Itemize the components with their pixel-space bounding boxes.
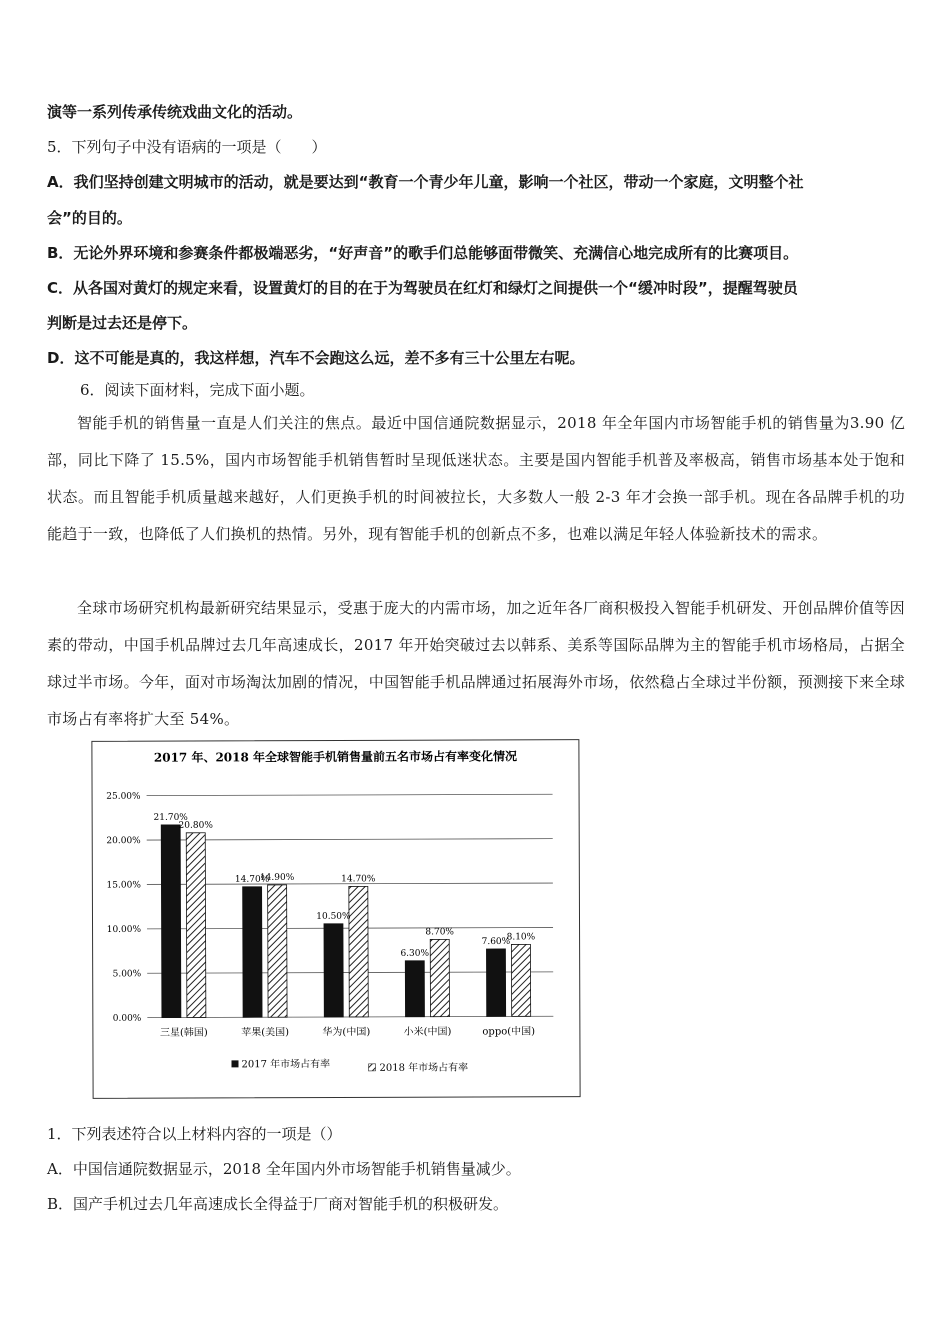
- legend-swatch-2018: [369, 1064, 376, 1071]
- question-5-option-a-line2: 会”的目的。: [47, 209, 132, 227]
- question-5-option-c-line1: C．从各国对黄灯的规定来看，设置黄灯的目的在于为驾驶员在红灯和绿灯之间提供一个“缓冲时段”，提醒驾驶员: [47, 279, 798, 297]
- data-label-2018: 8.70%: [425, 927, 455, 938]
- y-tick-label: 0.00%: [112, 1013, 142, 1024]
- data-label-2017: 21.70%: [153, 812, 188, 823]
- continued-text-line: 演等一系列传承传统戏曲文化的活动。: [47, 103, 303, 121]
- data-label-2018: 8.10%: [506, 932, 536, 943]
- bar-2018: [186, 833, 206, 1018]
- question-5-option-b: B．无论外界环境和参赛条件都极端恶劣，“好声音”的歌手们总能够面带微笑、充满信心地完成所有的比赛项目。: [47, 244, 799, 262]
- gridline: [147, 794, 553, 795]
- data-label-2017: 10.50%: [316, 911, 351, 922]
- x-category-label: 小米(中国): [403, 1026, 452, 1038]
- data-label-2017: 6.30%: [400, 948, 430, 959]
- bar-2017: [243, 887, 262, 1018]
- x-category-label: 华为(中国): [322, 1026, 371, 1039]
- data-label-2017: 7.60%: [481, 936, 511, 948]
- question-1-option-b: B．国产手机过去几年高速成长全得益于厂商对智能手机的积极研发。: [47, 1195, 509, 1213]
- bar-2017: [324, 924, 343, 1017]
- y-tick-label: 10.00%: [106, 924, 142, 936]
- bar-2017: [486, 949, 505, 1017]
- data-label-2017: 14.70%: [234, 874, 270, 885]
- legend-label-2018: 2018 年市场占有率: [379, 1062, 469, 1074]
- bar-2017: [405, 961, 424, 1017]
- bar-2018: [430, 939, 449, 1016]
- question-5-option-d: D．这不可能是真的，我这样想，汽车不会跑这么远，差不多有三十公里左右呢。: [47, 349, 585, 367]
- reading-paragraph-2: 全球市场研究机构最新研究结果显示，受惠于庞大的内需市场，加之近年各厂商积极投入智能手机研发、开创品牌价值等因素的带动，中国手机品牌过去几年高速成长，2017 年开始突破过去以韩系、美系等国际品牌为主的智能手机市场格局，占据全球过半市场。今年，面对市场淘汰加剧的情况，中国智能手机品牌通过拓展海外市场，依然稳占全球过半份额，预测接下来全球市场占有率将扩大至 54%。: [47, 599, 905, 728]
- data-label-2018: 20.80%: [178, 820, 213, 831]
- market-share-chart: [91, 739, 580, 1099]
- y-tick-label: 20.00%: [106, 836, 141, 847]
- data-label-2018: 14.90%: [259, 872, 295, 883]
- question-1-stem: 1．下列表述符合以上材料内容的一项是（）: [47, 1125, 342, 1143]
- legend-label-2017: 2017 年市场占有率: [241, 1059, 331, 1071]
- chart-svg: [92, 740, 579, 1098]
- x-category-label: 三星(韩国): [160, 1027, 208, 1039]
- reading-paragraph-1: 智能手机的销售量一直是人们关注的焦点。最近中国信通院数据显示，2018 年全年国内市场智能手机的销售量为3.90 亿部，同比下降了 15.5%，国内市场智能手机销售暂时呈现低迷状态。主要是国内智能手机普及率极高，销售市场基本处于饱和状态。而且智能手机质量越来越好，人们更换手机的时间被拉长，大多数人一般 2-3 年才会换一部手机。现在各品牌手机的功能趋于一致，也降低了人们换机的热情。另外，现有智能手机的创新点不多，也难以满足年轻人体验新技术的需求。: [47, 414, 905, 543]
- question-6-intro: 6．阅读下面材料，完成下面小题。: [80, 381, 315, 399]
- question-5-stem: 5．下列句子中没有语病的一项是（ ）: [47, 138, 327, 156]
- y-tick-label: 5.00%: [112, 969, 142, 980]
- x-category-label: oppo(中国): [482, 1026, 536, 1038]
- gridline: [147, 839, 553, 840]
- chart-title: 2017 年、2018 年全球智能手机销售量前五名市场占有率变化情况: [153, 749, 518, 765]
- bar-2018: [349, 886, 368, 1017]
- question-5-option-c-line2: 判断是过去还是停下。: [47, 314, 198, 332]
- bar-2018: [511, 944, 530, 1016]
- legend-swatch-2017: [231, 1060, 238, 1067]
- data-label-2018: 14.70%: [341, 874, 376, 885]
- question-5-option-a-line1: A．我们坚持创建文明城市的活动，就是要达到“教育一个青少年儿童，影响一个社区，带动一个家庭，文明整个社: [47, 173, 804, 191]
- x-category-label: 苹果(美国): [241, 1027, 290, 1039]
- bar-2018: [268, 885, 287, 1017]
- bar-2017: [161, 825, 181, 1018]
- y-tick-label: 25.00%: [106, 791, 141, 802]
- question-1-option-a: A．中国信通院数据显示，2018 全年国内外市场智能手机销售量减少。: [47, 1160, 521, 1178]
- y-tick-label: 15.00%: [106, 880, 141, 891]
